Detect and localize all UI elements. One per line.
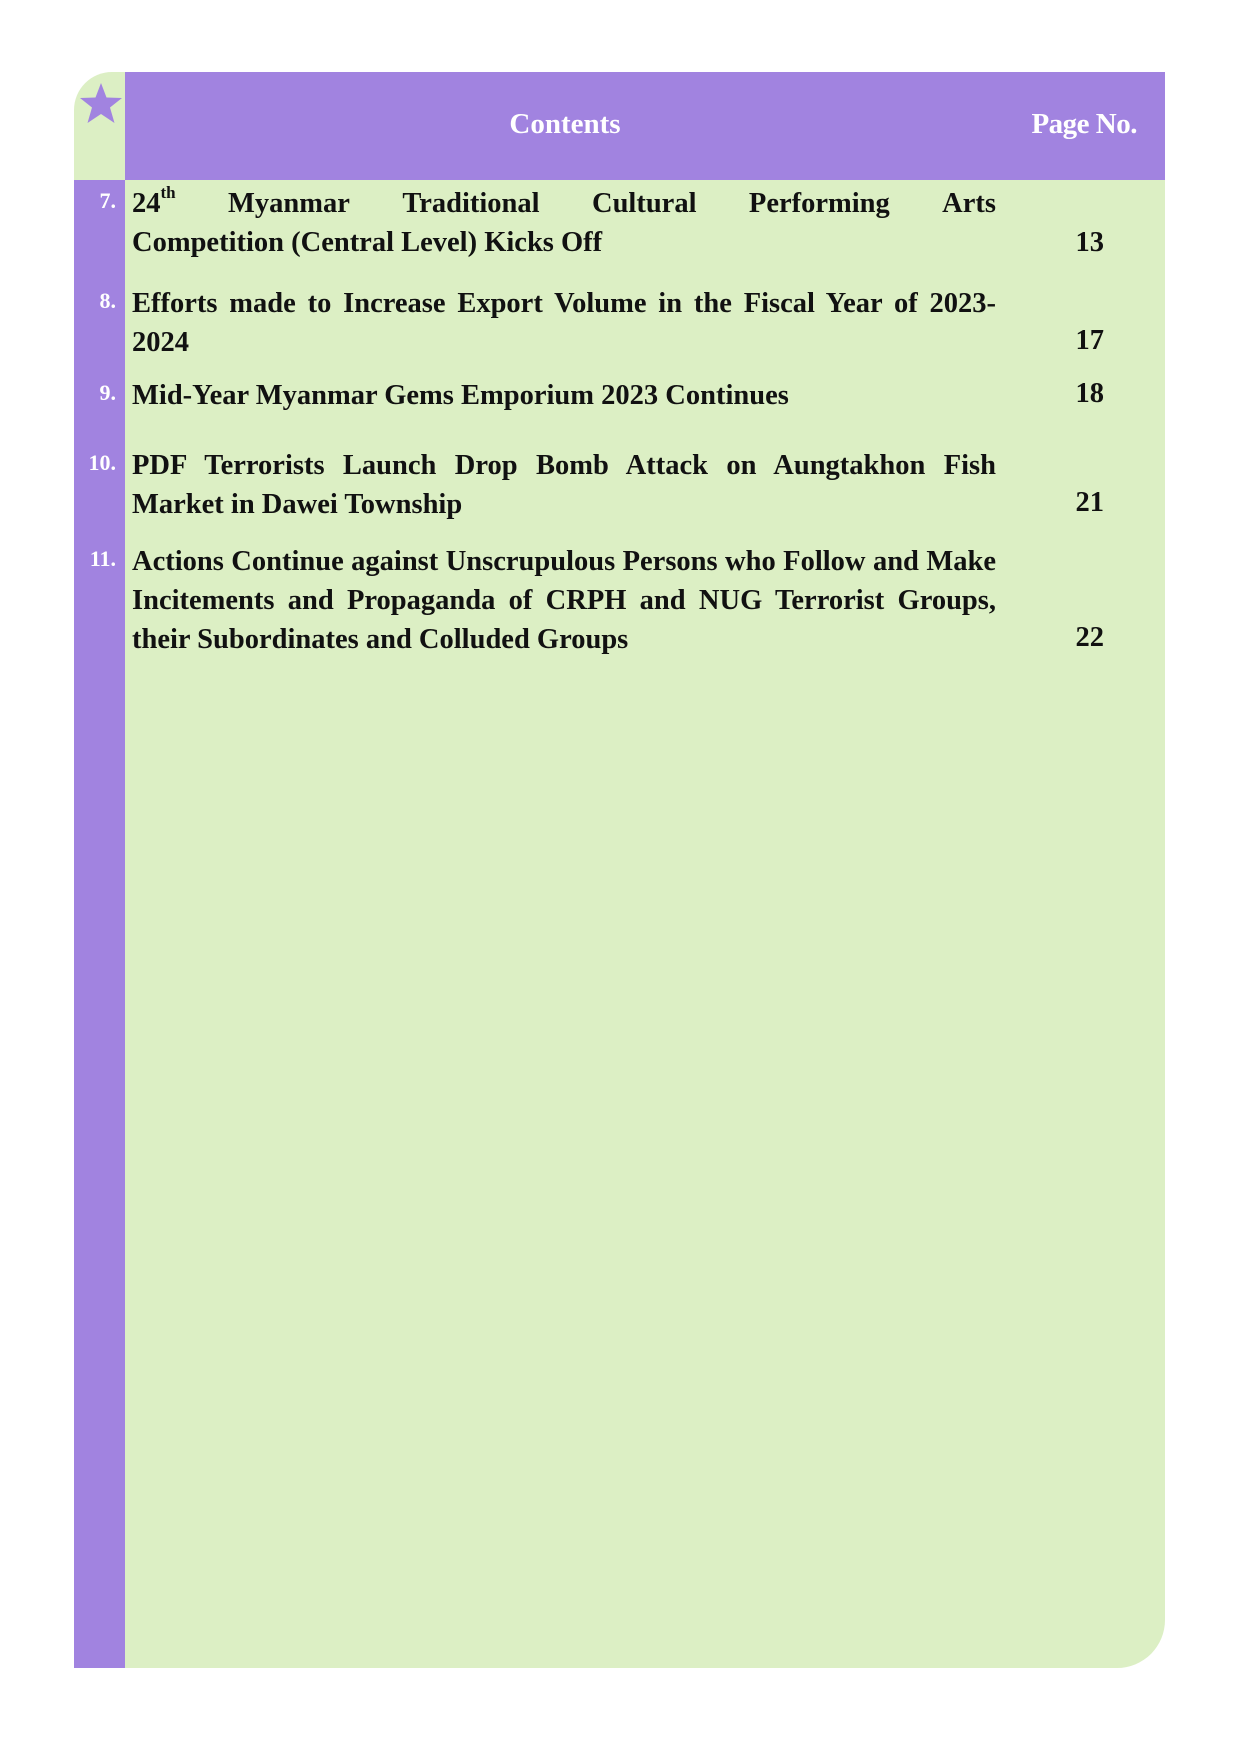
entry-title-line2: Competition (Central Level) Kicks Off (132, 227, 603, 258)
entry-title: Efforts made to Increase Export Volume in the Fiscal Year of 2023-2024 (132, 288, 996, 358)
entry-number: 10. (88, 450, 116, 475)
entry-page-number: 17 (1075, 325, 1104, 356)
star-icon (78, 80, 124, 126)
entry-number: 8. (99, 288, 116, 313)
entry-title-prefix: 24 (132, 188, 161, 219)
entry-title: 24th Myanmar Traditional Cultural Performing Arts Competition (Central Level) Kicks Off (132, 184, 996, 262)
contents-heading: Contents (509, 108, 621, 140)
entry-title-superscript: th (160, 182, 176, 202)
entry-title: PDF Terrorists Launch Drop Bomb Attack on Aungtakhon Fish Market in Dawei Township (132, 450, 996, 520)
entry-page-number: 13 (1075, 227, 1104, 258)
page-no-heading: Page No. (1031, 108, 1137, 140)
entry-number: 9. (99, 380, 116, 405)
contents-panel (74, 72, 1165, 1668)
entry-title: Actions Continue against Unscrupulous Persons who Follow and Make Incitements and Propaganda of CRPH and NUG Terrorist Groups, their Subordinates and Colluded Groups (132, 546, 996, 655)
entry-title: Mid-Year Myanmar Gems Emporium 2023 Continues (132, 380, 789, 411)
entry-number: 11. (89, 546, 116, 571)
entry-page-number: 21 (1075, 487, 1104, 518)
header-bar (125, 72, 1165, 180)
entry-page-number: 18 (1075, 378, 1104, 409)
entry-page-number: 22 (1075, 622, 1104, 653)
entry-number: 7. (99, 188, 116, 213)
